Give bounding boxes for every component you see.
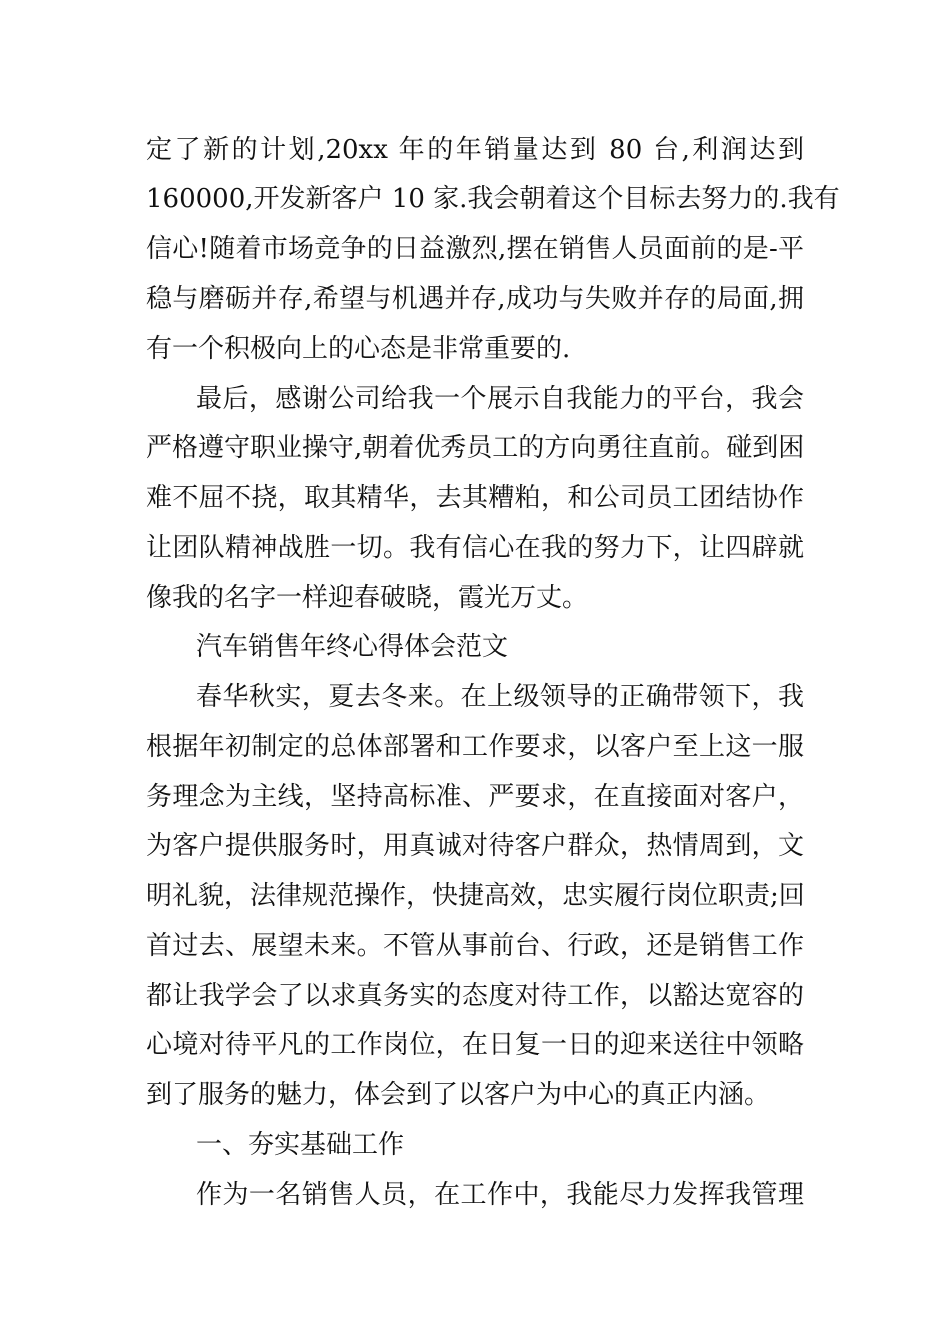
text-line: 心境对待平凡的工作岗位，在日复一日的迎来送往中领略 <box>146 1030 804 1060</box>
text-line: 难不屈不挠，取其精华，去其糟粕，和公司员工团结协作 <box>146 483 804 513</box>
text-line: 让团队精神战胜一切。我有信心在我的努力下，让四辟就 <box>146 533 804 563</box>
text-line: 首过去、展望未来。不管从事前台、行政，还是销售工作 <box>146 931 804 961</box>
text-line: 到了服务的魅力，体会到了以客户为中心的真正内涵。 <box>146 1080 771 1110</box>
text-line: 像我的名字一样迎春破晓，霞光万丈。 <box>146 583 589 613</box>
paragraph-start-line: 作为一名销售人员，在工作中，我能尽力发挥我管理 <box>196 1180 804 1210</box>
section-title: 汽车销售年终心得体会范文 <box>196 632 509 662</box>
text-line: 为客户提供服务时，用真诚对待客户群众，热情周到，文 <box>146 831 804 861</box>
paragraph-start-line: 最后，感谢公司给我一个展示自我能力的平台，我会 <box>196 384 804 414</box>
text-line: 信心!随着市场竞争的日益激烈,摆在销售人员面前的是-平 <box>146 234 804 264</box>
text-line: 有一个积极向上的心态是非常重要的. <box>146 334 571 364</box>
text-line: 定了新的计划,20xx 年的年销量达到 80 台,利润达到 <box>146 135 804 165</box>
text-line: 根据年初制定的总体部署和工作要求，以客户至上这一服 <box>146 732 804 762</box>
text-line: 160000,开发新客户 10 家.我会朝着这个目标去努力的.我有 <box>146 184 840 214</box>
subsection-heading: 一、夯实基础工作 <box>196 1130 405 1160</box>
paragraph-start-line: 春华秋实，夏去冬来。在上级领导的正确带领下，我 <box>196 682 804 712</box>
text-line: 稳与磨砺并存,希望与机遇并存,成功与失败并存的局面,拥 <box>146 284 804 314</box>
text-line: 明礼貌，法律规范操作，快捷高效，忠实履行岗位职责;回 <box>146 881 805 911</box>
text-line: 严格遵守职业操守,朝着优秀员工的方向勇往直前。碰到困 <box>146 433 805 463</box>
text-line: 务理念为主线，坚持高标准、严要求，在直接面对客户， <box>146 782 804 812</box>
text-line: 都让我学会了以求真务实的态度对待工作，以豁达宽容的 <box>146 981 804 1011</box>
